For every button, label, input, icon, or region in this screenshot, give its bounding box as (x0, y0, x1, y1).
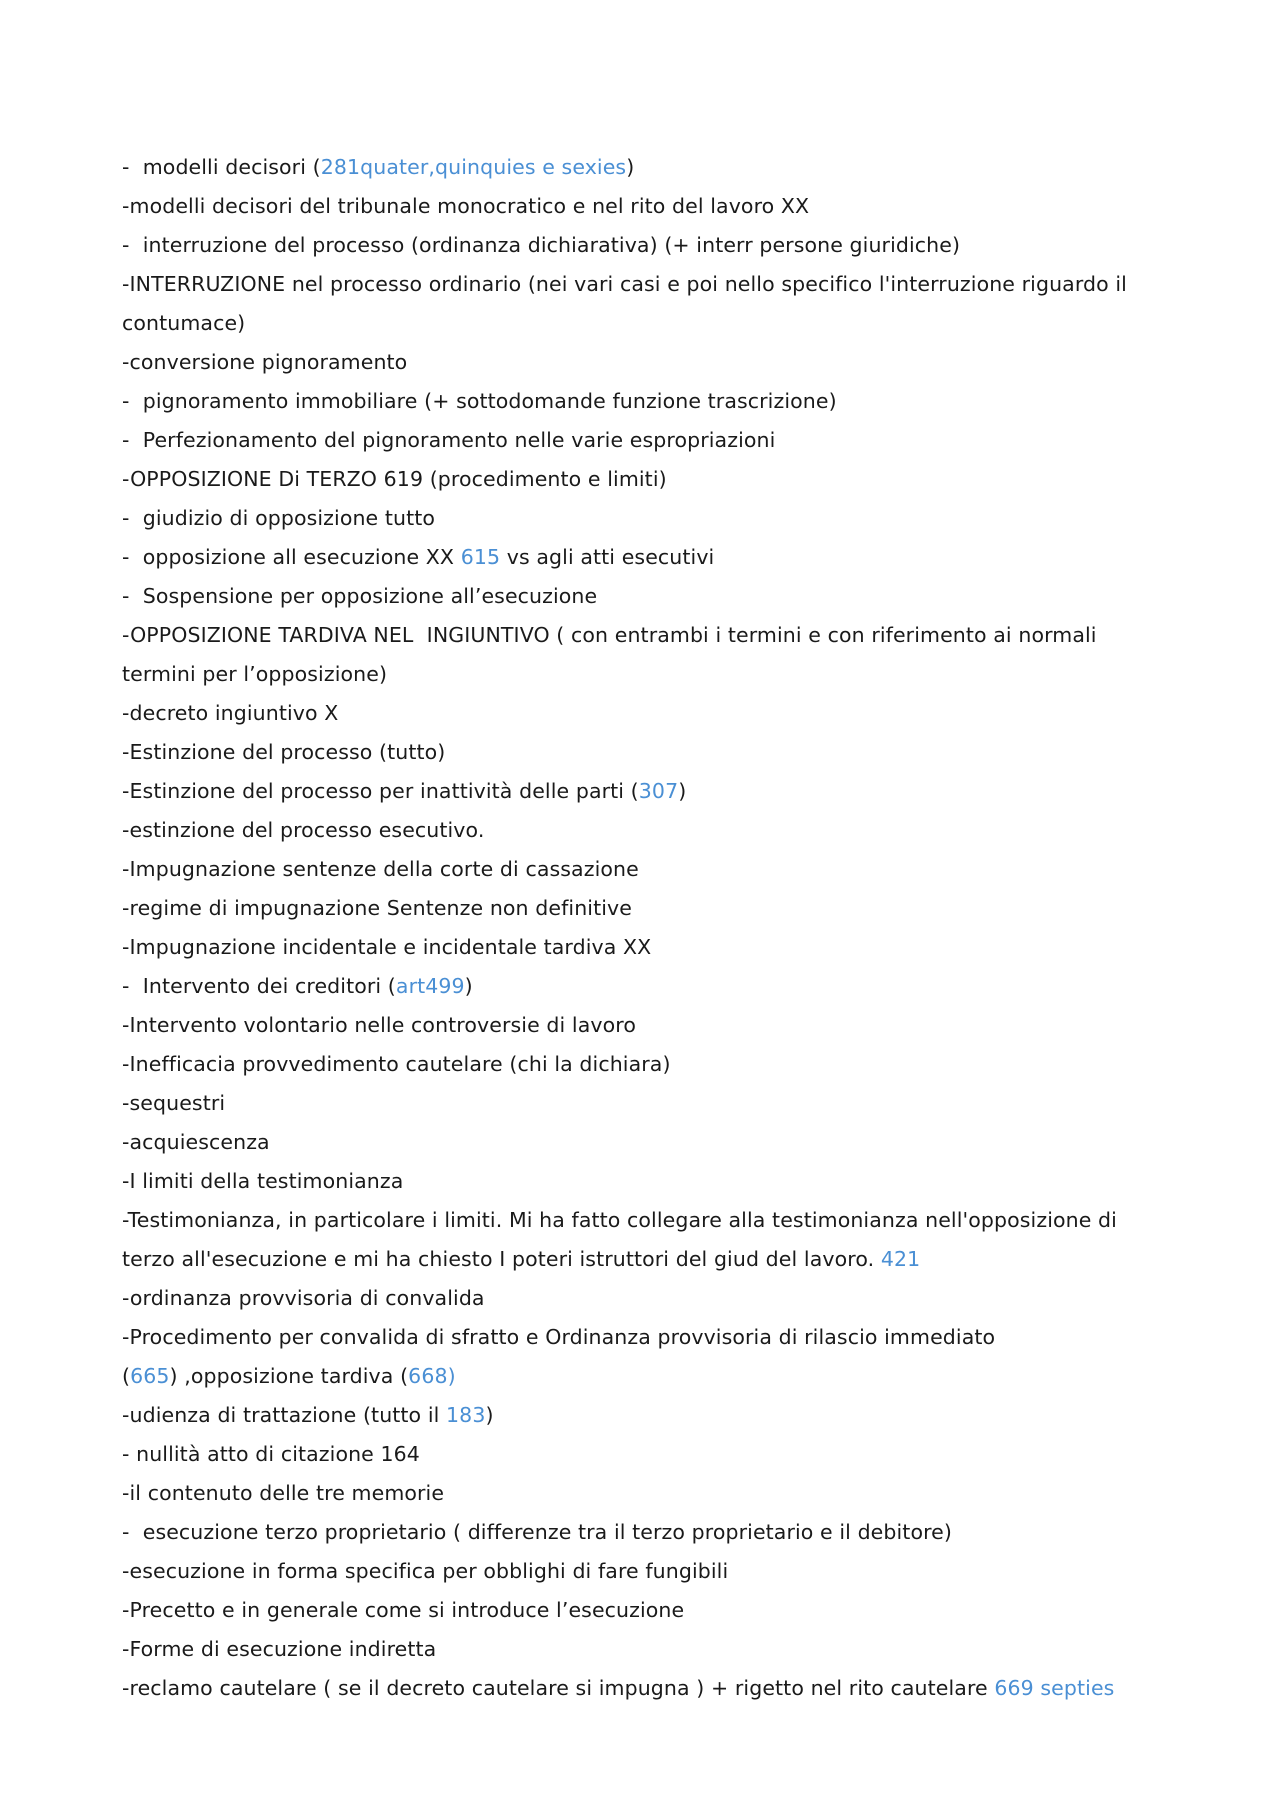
topic-line (122, 148, 1162, 187)
topic-line (122, 538, 1162, 577)
line-text: ( (122, 1364, 131, 1388)
line-text: -esecuzione in forma specifica per obblighi di fare fungibili (122, 1559, 729, 1583)
article-reference: 421 (880, 1247, 921, 1271)
article-reference: 307 (638, 779, 679, 803)
line-text: -Precetto e in generale come si introduce l’esecuzione (122, 1598, 685, 1622)
document-body (122, 148, 1162, 1708)
line-text: -udienza di trattazione (tutto il (122, 1403, 447, 1427)
line-text: - modelli decisori ( (122, 155, 321, 179)
article-reference: 615 (460, 545, 501, 569)
topic-line (122, 1474, 1162, 1513)
line-text: - nullità atto di citazione 164 (122, 1442, 420, 1466)
line-text: - pignoramento immobiliare (+ sottodomande funzione trascrizione) (122, 389, 837, 413)
topic-line (122, 460, 1162, 499)
line-text: -decreto ingiuntivo X (122, 701, 339, 725)
line-text: -Impugnazione incidentale e incidentale tardiva XX (122, 935, 652, 959)
topic-line (122, 226, 1162, 265)
article-reference: 665 (130, 1364, 170, 1388)
line-text: -Impugnazione sentenze della corte di cassazione (122, 857, 639, 881)
topic-line (122, 1591, 1162, 1630)
line-text: -OPPOSIZIONE TARDIVA NEL INGIUNTIVO ( con entrambi i termini e con riferimento ai normali termini per l’opposizione) (122, 623, 1104, 686)
topic-line (122, 1435, 1162, 1474)
topic-line (122, 1630, 1162, 1669)
line-text: - Perfezionamento del pignoramento nelle varie espropriazioni (122, 428, 776, 452)
topic-line (122, 265, 1162, 343)
line-text: ) (626, 155, 635, 179)
line-text: - giudizio di opposizione tutto (122, 506, 436, 530)
line-text: ) (485, 1403, 494, 1427)
line-text: - opposizione all esecuzione XX (122, 545, 461, 569)
line-text: -OPPOSIZIONE Di TERZO 619 (procedimento e limiti) (122, 467, 667, 491)
line-text: ) (678, 779, 687, 803)
line-text: vs agli atti esecutivi (500, 545, 715, 569)
topic-line (122, 382, 1162, 421)
topic-line (122, 343, 1162, 382)
topic-line (122, 928, 1162, 967)
line-text: -Procedimento per convalida di sfratto e Ordinanza provvisoria di rilascio immediato (122, 1325, 996, 1349)
topic-line (122, 1357, 1162, 1396)
line-text: -Estinzione del processo (tutto) (122, 740, 446, 764)
topic-line (122, 694, 1162, 733)
line-text: -INTERRUZIONE nel processo ordinario (nei vari casi e poi nello specifico l'interruzione riguardo il contumace) (122, 272, 1134, 335)
topic-line (122, 733, 1162, 772)
topic-line (122, 1123, 1162, 1162)
line-text: - Sospensione per opposizione all’esecuzione (122, 584, 598, 608)
line-text: -conversione pignoramento (122, 350, 408, 374)
line-text: -estinzione del processo esecutivo. (122, 818, 485, 842)
line-text: -il contenuto delle tre memorie (122, 1481, 445, 1505)
topic-line (122, 1396, 1162, 1435)
topic-line (122, 1045, 1162, 1084)
topic-line (122, 577, 1162, 616)
line-text: -Forme di esecuzione indiretta (122, 1637, 437, 1661)
article-reference: art499 (395, 974, 465, 998)
line-text: -ordinanza provvisoria di convalida (122, 1286, 485, 1310)
line-text: -Intervento volontario nelle controversie di lavoro (122, 1013, 636, 1037)
line-text: -Estinzione del processo per inattività delle parti ( (122, 779, 639, 803)
line-text: - esecuzione terzo proprietario ( differenze tra il terzo proprietario e il debitore) (122, 1520, 952, 1544)
line-text: - Intervento dei creditori ( (122, 974, 396, 998)
article-reference: 669 septies (994, 1676, 1115, 1700)
line-text: -regime di impugnazione Sentenze non definitive (122, 896, 632, 920)
topic-line (122, 421, 1162, 460)
topic-line (122, 1084, 1162, 1123)
line-text: -Testimonianza, in particolare i limiti. Mi ha fatto collegare alla testimonianza nell'opposizione di terzo all'esecuzione e mi ha chiesto I poteri istruttori del giud del lavoro. (122, 1208, 1124, 1271)
topic-line (122, 499, 1162, 538)
topic-line (122, 811, 1162, 850)
article-reference: 281quater,quinquies e sexies (320, 155, 627, 179)
topic-line (122, 967, 1162, 1006)
line-text: -reclamo cautelare ( se il decreto cautelare si impugna ) + rigetto nel rito cautelare (122, 1676, 995, 1700)
topic-line (122, 1006, 1162, 1045)
topic-line (122, 1201, 1162, 1279)
topic-line (122, 616, 1162, 694)
topic-line (122, 1513, 1162, 1552)
line-text: -I limiti della testimonianza (122, 1169, 404, 1193)
article-reference: 668) (408, 1364, 456, 1388)
line-text: -modelli decisori del tribunale monocratico e nel rito del lavoro XX (122, 194, 810, 218)
topic-line (122, 772, 1162, 811)
article-reference: 183 (446, 1403, 486, 1427)
line-text: -acquiescenza (122, 1130, 270, 1154)
line-text: -Inefficacia provvedimento cautelare (chi la dichiara) (122, 1052, 671, 1076)
line-text: - interruzione del processo (ordinanza dichiarativa) (+ interr persone giuridiche) (122, 233, 961, 257)
topic-line (122, 1318, 1162, 1357)
line-text: -sequestri (122, 1091, 226, 1115)
topic-line (122, 850, 1162, 889)
topic-line (122, 1162, 1162, 1201)
topic-line (122, 187, 1162, 226)
topic-line (122, 1552, 1162, 1591)
topic-line (122, 889, 1162, 928)
line-text: ) (464, 974, 473, 998)
topic-line (122, 1669, 1162, 1708)
line-text: ) ,opposizione tardiva ( (169, 1364, 409, 1388)
topic-line (122, 1279, 1162, 1318)
